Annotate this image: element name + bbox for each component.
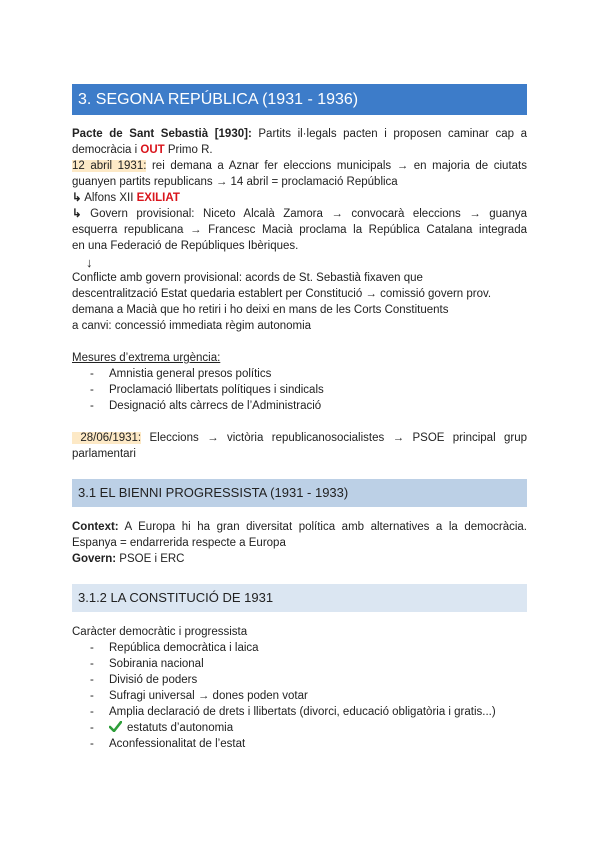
bullet-dash: - [90,690,94,702]
down-arrow-icon: ↓ [86,255,93,270]
govern-label: Govern: [72,553,117,565]
alfons-line [72,190,527,206]
list-item-text: Proclamació llibertats polítiques i sindicals [109,384,324,396]
bullet-dash: - [90,706,94,718]
conflicte-line-1: Conflicte amb govern provisional: acords de St. Sebastià fixaven que [72,272,423,284]
return-arrow-icon: ↳ [72,208,82,220]
eleccions-date-text: 28/06/1931: [80,432,142,444]
list-item [90,704,496,720]
govern-prov-text-1: Govern provisional: Niceto Alcalà Zamora → convocarà eleccions → guanya [81,208,527,220]
bullet-dash: - [90,738,94,750]
pacte-label: Pacte de Sant Sebastià [1930]: [72,128,252,140]
section-title: 3. SEGONA REPÚBLICA (1931 - 1936) [72,84,527,115]
list-item [90,640,259,656]
exiliat-label: EXILIAT [136,192,180,204]
eleccions-line-2: parlamentari [72,448,136,460]
list-item-text: República democràtica i laica [109,642,259,654]
govern-prov-line-1 [72,206,527,222]
list-item-text: Aconfessionalitat de l’estat [109,738,246,750]
abril-line-2: guanyen partits republicans → 14 abril = proclamació República [72,176,398,188]
list-item-text: Amnistia general presos polítics [109,368,272,380]
pacte-line-1 [72,126,527,142]
pacte-line-2 [72,142,527,158]
abril-text-1: rei demana a Aznar fer eleccions municipals → en majoria de ciutats [146,160,527,172]
list-item-text: Divisió de poders [109,674,198,686]
list-item [90,720,233,736]
pacte-text-2a: democràcia i [72,144,141,156]
bullet-dash: - [90,384,94,396]
list-item-text: estatuts d’autonomia [127,722,234,734]
bullet-dash: - [90,722,94,734]
pacte-text-2b: Primo R. [164,144,213,156]
govern-line [72,551,527,567]
context-text-1: A Europa hi ha gran diversitat política amb alternatives a la democràcia. [118,521,527,533]
context-line-1 [72,519,527,535]
list-item-text: Designació alts càrrecs de l’Administració [109,400,322,412]
list-item [90,366,271,382]
list-item [90,398,321,414]
pacte-text-1: Partits il·legals pacten i proposen caminar cap a [251,128,528,140]
list-item-text: Sobirania nacional [109,658,204,670]
eleccions-line-1 [72,430,527,446]
context-line-2: Espanya = endarrerida respecte a Europa [72,537,286,549]
out-label: OUT [140,144,165,156]
list-item [90,688,308,704]
context-label: Context: [72,521,119,533]
bullet-dash: - [90,674,94,686]
bullet-dash: - [90,642,94,654]
bullet-dash: - [90,658,94,670]
conflicte-line-4: a canvi: concessió immediata règim autonomia [72,320,312,332]
bullet-dash: - [90,400,94,412]
govern-prov-line-2: esquerra republicana → Francesc Macià proclama la República Catalana integrada [72,224,527,236]
alfons-text: Alfons XII [81,192,137,204]
abril-line-1 [72,158,527,174]
list-item [90,656,204,672]
constitucio-title: 3.1.2 LA CONSTITUCIÓ DE 1931 [72,584,527,612]
list-item [90,736,245,752]
list-item [90,672,197,688]
list-item-text: Sufragi universal → dones poden votar [109,690,308,702]
govern-text: PSOE i ERC [116,553,185,565]
mesures-title-text: Mesures d’extrema urgència: [72,352,221,364]
list-item-text: Amplia declaració de drets i llibertats (divorci, educació obligatòria i gratis...) [109,706,496,718]
eleccions-text-1: Eleccions → victòria republicanosocialistes → PSOE principal grup [141,432,527,444]
check-icon [109,721,122,732]
eleccions-date [72,432,141,444]
conflicte-line-2: descentralització Estat quedaria establert per Constitució → comissió govern prov. [72,288,492,300]
abril-date: 12 abril 1931: [72,160,147,172]
bienni-title: 3.1 EL BIENNI PROGRESSISTA (1931 - 1933) [72,479,527,507]
mesures-title [72,350,527,366]
return-arrow-icon: ↳ [72,192,82,204]
govern-prov-line-3: en una Federació de Repúbliques Ibèriques. [72,240,299,252]
conflicte-line-3: demana a Macià que ho retiri i ho deixi en mans de les Corts Constituents [72,304,449,316]
caracter-title: Caràcter democràtic i progressista [72,626,248,638]
list-item [90,382,324,398]
bullet-dash: - [90,368,94,380]
